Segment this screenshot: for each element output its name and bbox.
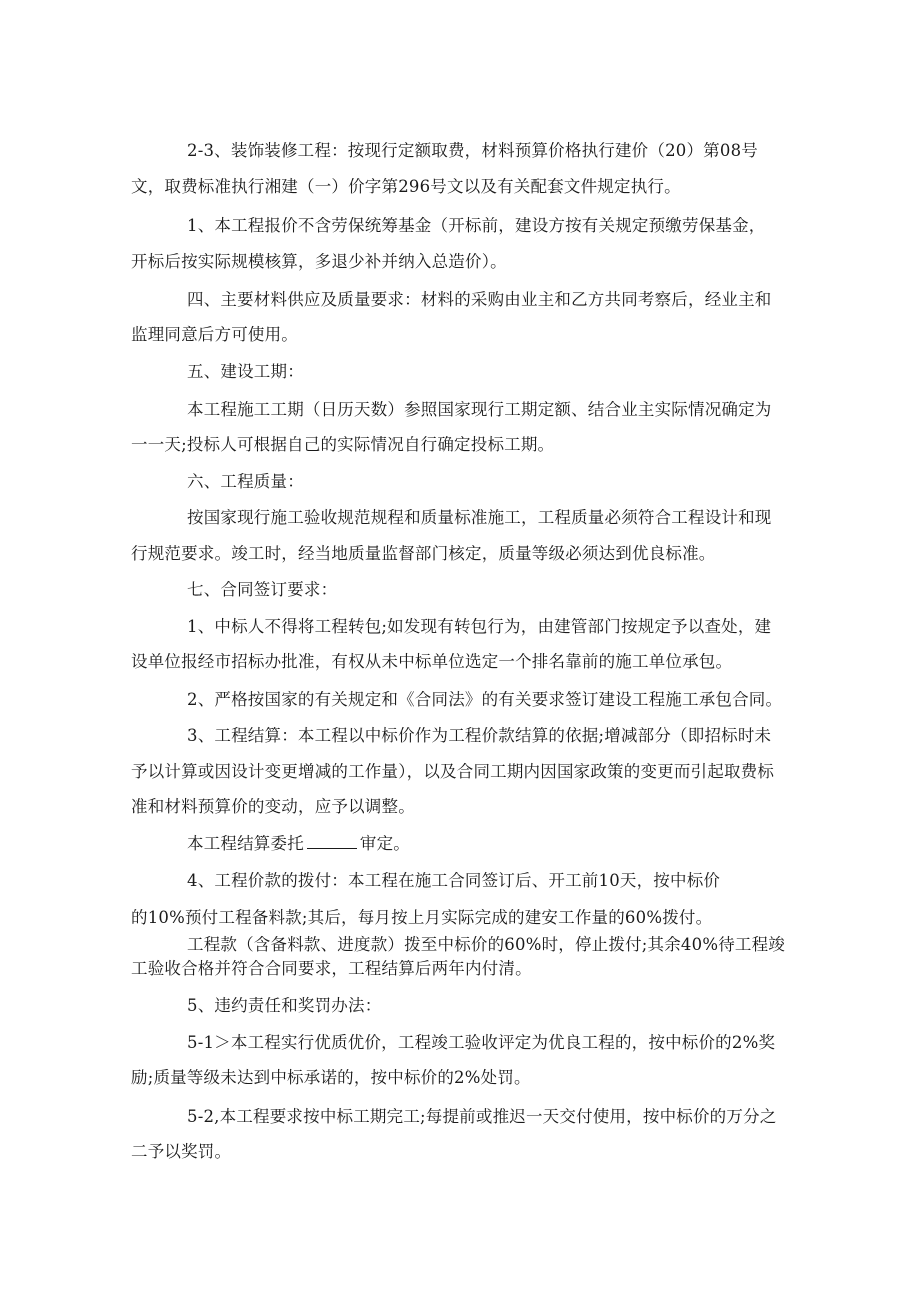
paragraph-line: 二予以奖罚。 — [131, 1142, 232, 1161]
paragraph-line: 4、工程价款的拨付：本工程在施工合同签订后、开工前10天，按中标价 — [187, 871, 721, 890]
paragraph-line: 予以计算或因设计变更增减的工作量），以及合同工期内因国家政策的变更而引起取费标 — [131, 762, 775, 781]
paragraph-line: 5-2,本工程要求按中标工期完工;每提前或推迟一天交付使用，按中标价的万分之 — [187, 1107, 777, 1126]
paragraph-line: 按国家现行施工验收规范规程和质量标准施工，工程质量必须符合工程设计和现 — [187, 508, 772, 527]
section-heading: 五、建设工期： — [187, 362, 304, 381]
settlement-prefix: 本工程结算委托 — [187, 834, 304, 853]
paragraph-line: 励;质量等级未达到中标承诺的，按中标价的2%处罚。 — [131, 1068, 531, 1087]
paragraph-line: 的10%预付工程备料款;其后，每月按上月实际完成的建安工作量的60%拨付。 — [131, 908, 713, 927]
paragraph-line: 准和材料预算价的变动，应予以调整。 — [131, 797, 415, 816]
paragraph-line: 1、本工程报价不含劳保统筹基金（开标前，建设方按有关规定预缴劳保基金， — [187, 216, 766, 235]
section-heading: 六、工程质量： — [187, 472, 304, 491]
paragraph-line: 文，取费标准执行湘建（一）价字第296号文以及有关配套文件规定执行。 — [131, 177, 681, 196]
fill-in-blank[interactable] — [307, 836, 357, 849]
paragraph-line: 四、主要材料供应及质量要求：材料的采购由业主和乙方共同考察后，经业主和 — [187, 290, 772, 309]
paragraph-line: 2-3、装饰装修工程：按现行定额取费，材料预算价格执行建价（20）第08号 — [187, 141, 758, 160]
paragraph-line: 工程款（含备料款、进度款）拨至中标价的60%时，停止拨付;其余40%待工程竣 — [187, 935, 786, 954]
paragraph-line: 监理同意后方可使用。 — [131, 325, 298, 344]
section-heading: 5、违约责任和奖罚办法： — [187, 996, 382, 1015]
settlement-line — [187, 830, 410, 854]
paragraph-line: 3、工程结算：本工程以中标价作为工程价款结算的依据;增减部分（即招标时未 — [187, 726, 772, 745]
paragraph-line: 设单位报经市招标办批准，有权从未中标单位选定一个排名靠前的施工单位承包。 — [131, 652, 733, 671]
paragraph-line: 2、严格按国家的有关规定和《合同法》的有关要求签订建设工程施工承包合同。 — [187, 690, 783, 709]
paragraph-line: 开标后按实际规模核算，多退少补并纳入总造价）。 — [131, 252, 507, 271]
paragraph-line: 工验收合格并符合合同要求，工程结算后两年内付清。 — [131, 959, 532, 978]
paragraph-line: 一一天;投标人可根据自己的实际情况自行确定投标工期。 — [131, 435, 555, 454]
paragraph-line: 5-1＞本工程实行优质优价，工程竣工验收评定为优良工程的，按中标价的2%奖 — [187, 1033, 776, 1052]
section-heading: 七、合同签订要求： — [187, 580, 338, 599]
settlement-suffix: 审定。 — [359, 834, 411, 853]
paragraph-line: 行规范要求。竣工时，经当地质量监督部门核定，质量等级必须达到优良标准。 — [131, 544, 716, 563]
paragraph-line: 1、中标人不得将工程转包;如发现有转包行为，由建管部门按规定予以查处，建 — [187, 617, 772, 636]
paragraph-line: 本工程施工工期（日历天数）参照国家现行工期定额、结合业主实际情况确定为 — [187, 400, 772, 419]
